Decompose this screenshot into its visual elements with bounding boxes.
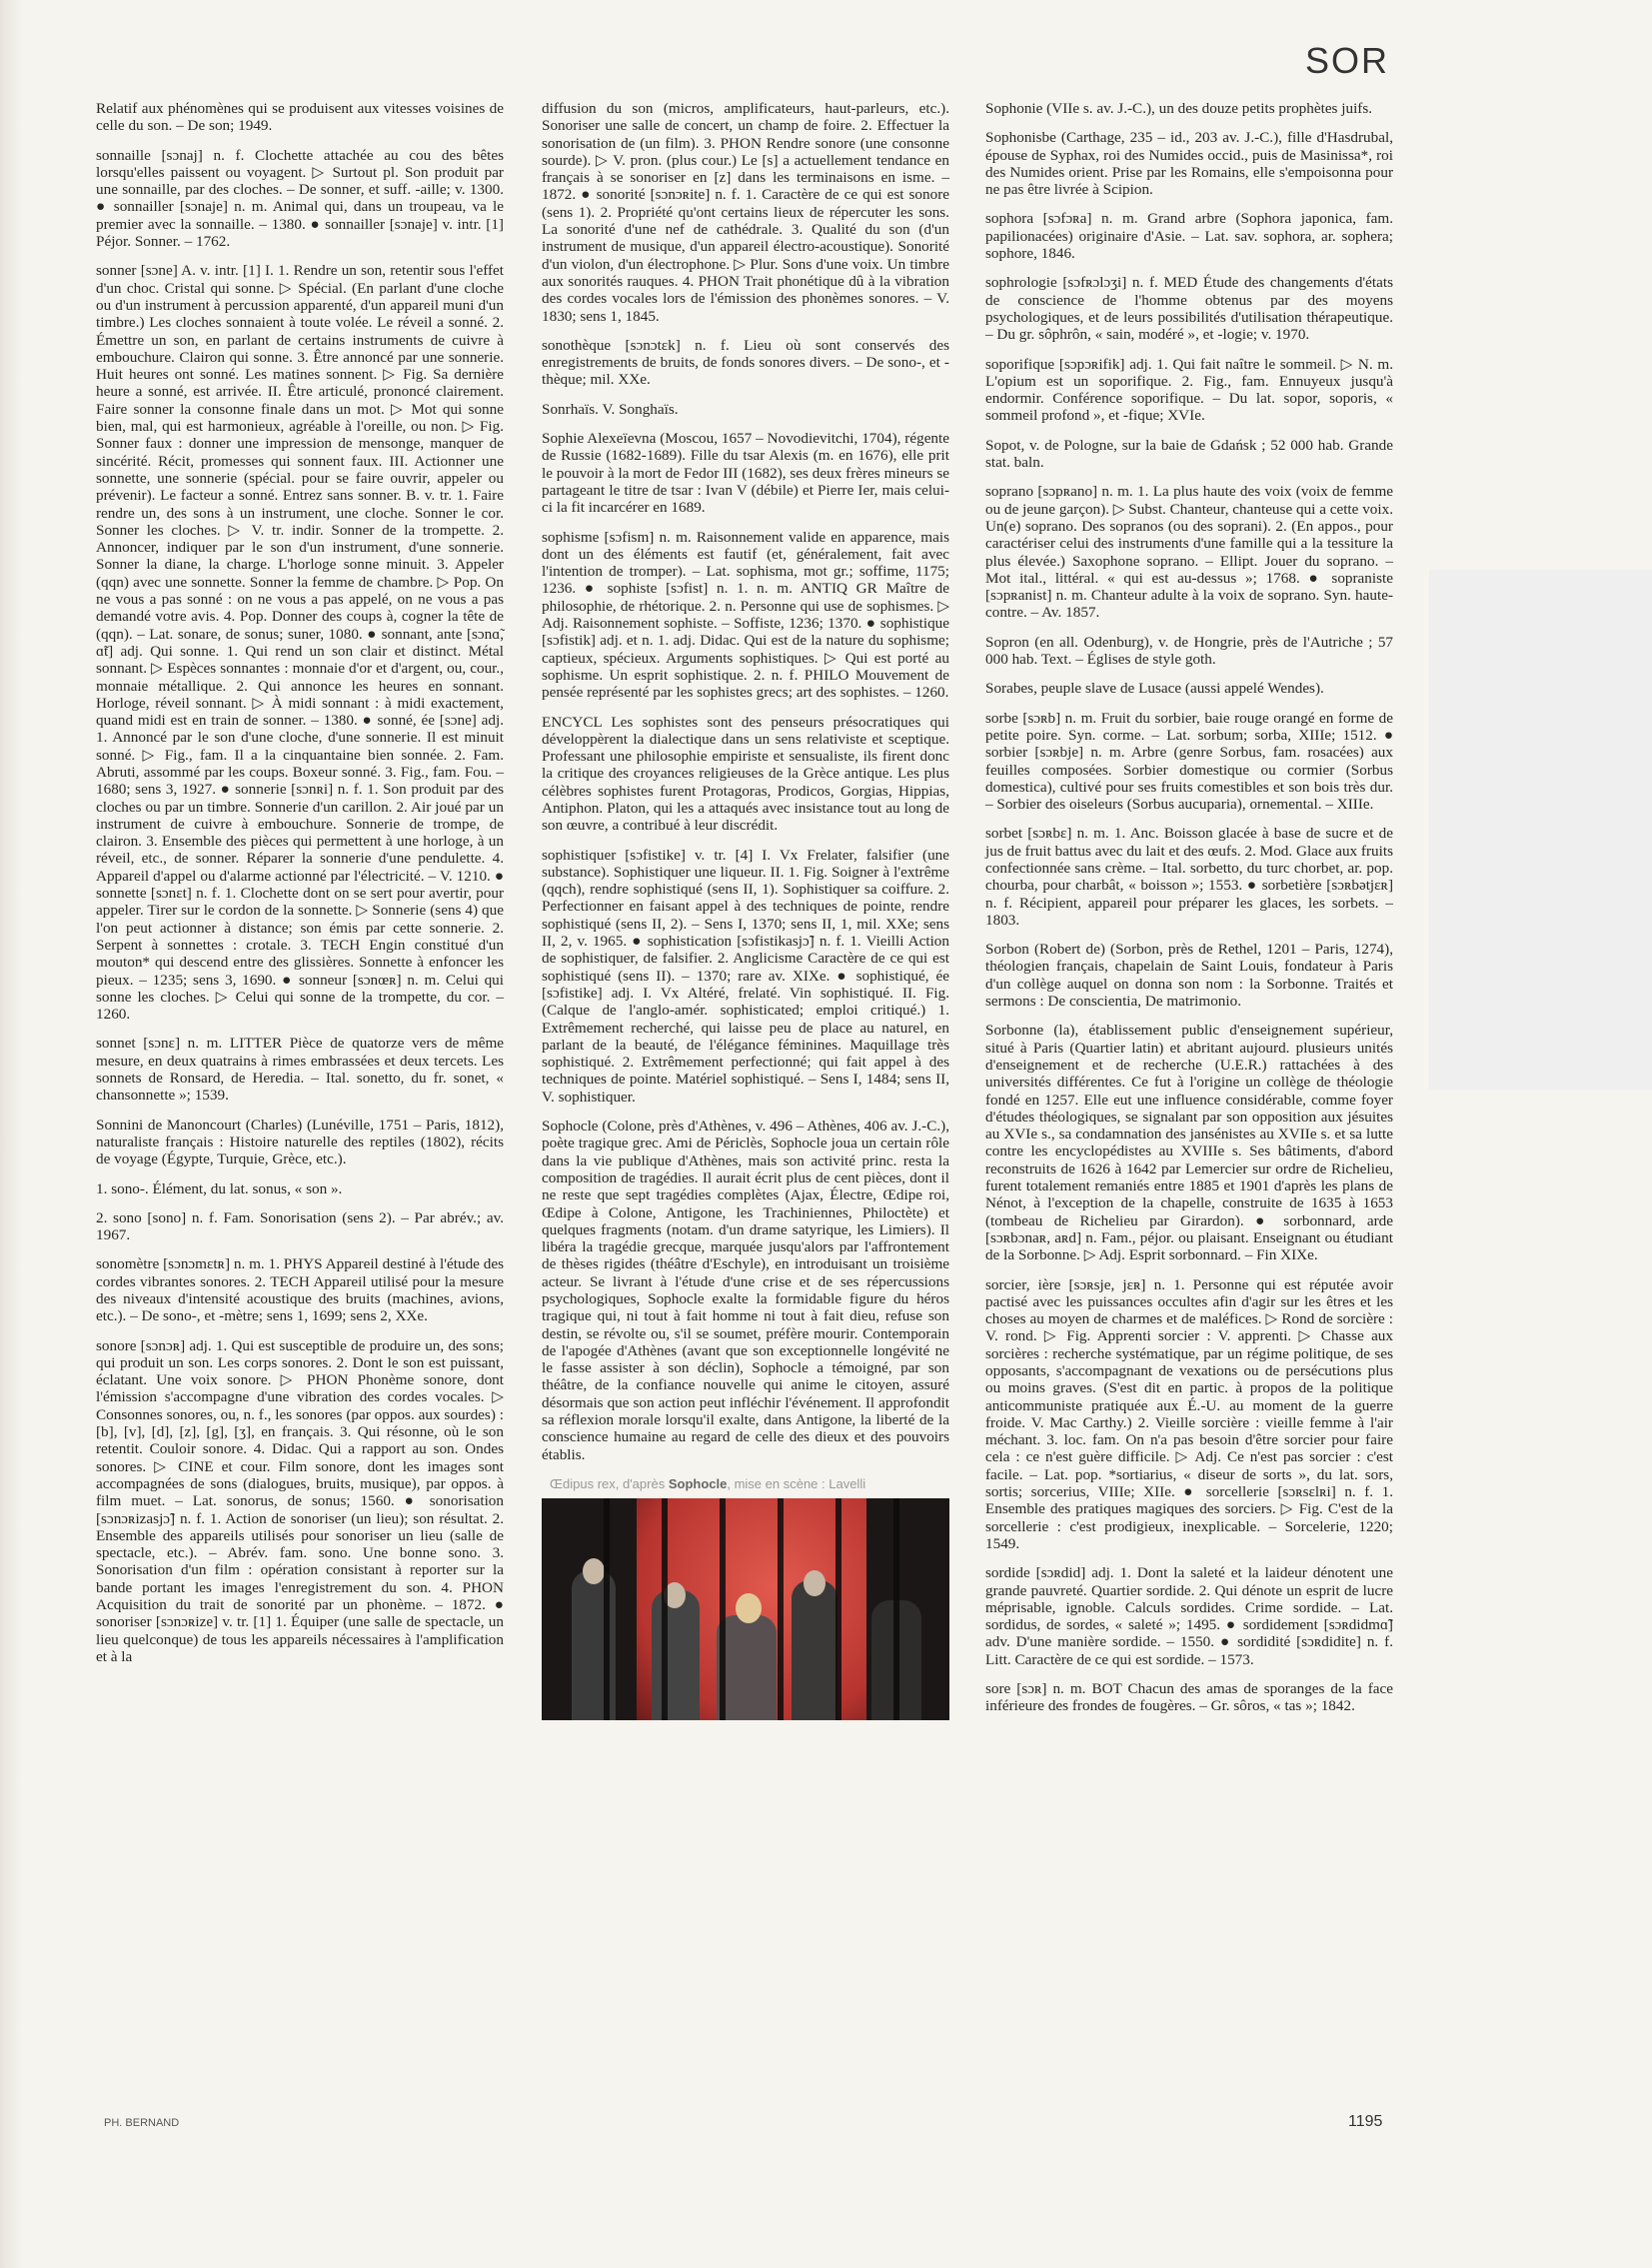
- dictionary-entry: sorcier, ière [sɔʀsje, jɛʀ] n. 1. Personne qui est réputée avoir pactisé avec les puissances occultes afin d'agir sur les êtres et les choses au moyen de charmes et de maléfices. ▷ Rond de sorcière : V. rond. ▷ Fig. Apprenti sorcier : V. apprenti. ▷ Chasse aux sorcières : recherche systématique, par un régime politique, de ses opposants, s'accompagnant de vexations ou de persécutions plus ou moins graves. (S'est dit en partic. à propos de la politique anticommuniste pratiquée aux É.-U. au moment de la guerre froide. V. Mac Carthy.) 2. Vieille sorcière : vieille femme à l'air méchant. 3. loc. fam. On n'a pas besoin d'être sorcier pour faire cela : ce n'est guère difficile. ▷ Adj. Ce n'est pas sorcier : c'est facile. – Lat. pop. *sortiarius, « diseur de sorts », du lat. sors, sortis; sorcerius, VIIIe; XIIe. ● sorcellerie [sɔʀsɛlʀi] n. f. 1. Ensemble des pratiques magiques des sorciers. ▷ Fig. C'est de la sorcellerie : c'est prodigieux, inexplicable. – Sorcelerie, 1220; 1549.: [985, 1275, 1393, 1552]
- photo-caption-name: Sophocle: [668, 1475, 728, 1491]
- photo-figure: [652, 1590, 700, 1720]
- photo-bar: [604, 1498, 610, 1720]
- photo-bar: [835, 1498, 841, 1720]
- photo-caption: [550, 1475, 949, 1492]
- dictionary-entry: sonnet [sɔnɛ] n. m. LITTER Pièce de quatorze vers de même mesure, en deux quatrains à rimes embrassées et deux tercets. Les sonnets de Ronsard, de Heredia. – Ital. sonetto, du fr. sonet, « chansonnette »; 1539.: [96, 1035, 504, 1105]
- dictionary-entry: Sophocle (Colone, près d'Athènes, v. 496 – Athènes, 406 av. J.-C.), poète tragique grec. Ami de Périclès, Sophocle joua un certain rôle dans la vie publique d'Athènes, mais son activité princ. resta la composition de tragédies. Il aurait écrit plus de cent pièces, dont il ne reste que sept tragédies complètes (Ajax, Électre, Œdipe roi, Œdipe à Colone, Antigone, les Trachiniennes, Philoctète) et quelques fragments (notam. d'un drame satyrique, les Limiers). Il libéra la tragédie grecque, marquée jusqu'alors par l'affrontement de thèses rigides (théâtre d'Eschyle), en introduisant un troisième acteur. Se livrant à l'étude d'une crise et de ses répercussions psychologiques, Sophocle exalte la formidable figure du héros tragique qui, ni tout à fait homme ni tout à fait dieu, refuse son destin, se révolte ou, s'il se soumet, préfère mourir. Contemporain de l'apogée d'Athènes (avant que son exceptionnelle longévité ne le fasse assister à son déclin), Sophocle a témoigné, par son théâtre, de la confiance nouvelle qui anime le citoyen, assuré désormais que son action peut infléchir l'événement. Il approfondit sa réflexion morale lorsqu'il exalte, dans Antigone, la liberté de la conscience humaine au regard de celle des dieux et des pouvoirs établis.: [542, 1118, 949, 1463]
- photo-caption-post: , mise en scène : Lavelli: [727, 1475, 866, 1491]
- dictionary-entry: sophora [sɔfɔʀa] n. m. Grand arbre (Sophora japonica, fam. papilionacées) originaire d'Asie. – Lat. sav. sophora, ar. sophera; sophore, 1846.: [985, 210, 1393, 263]
- stage-photo: [542, 1498, 949, 1720]
- dictionary-entry: sophrologie [sɔfʀɔlɔʒi] n. f. MED Étude des changements d'états de conscience de l'homme obtenus par des moyens psychologiques, et de leurs possibilités d'utilisation thérapeutique. – Du gr. sôphrôn, « sain, modéré », et -logie; v. 1970.: [985, 274, 1393, 344]
- photo-credit: PH. BERNAND: [104, 2117, 180, 2129]
- dictionary-entry: sorbe [sɔʀb] n. m. Fruit du sorbier, baie rouge orangé en forme de petite poire. Syn. corme. – Lat. sorbum; sorba, XIIIe; 1512. ● sorbier [sɔʀbje] n. m. Arbre (genre Sorbus, fam. rosacées) aux feuilles composées. Sorbier domestique ou cormier (Sorbus domestica), cultivé pour ses fruits comestibles et son bois très dur. – Sorbier des oiseleurs (Sorbus aucuparia), ornemental. – XIIIe.: [985, 709, 1393, 814]
- dictionary-entry: Sopot, v. de Pologne, sur la baie de Gdańsk ; 52 000 hab. Grande stat. baln.: [985, 436, 1393, 472]
- page-number: 1195: [1348, 2113, 1383, 2130]
- dictionary-entry: sonnaille [sɔnaj] n. f. Clochette attachée au cou des bêtes lorsqu'elles paissent ou voyagent. ▷ Surtout pl. Son produit par une sonnaille, par des cloches. – De sonner, et suff. -aille; v. 1300. ● sonnailler [sɔnaje] n. m. Animal qui, dans un troupeau, va le premier avec la sonnaille. – 1380. ● sonnailler [sɔnaje] v. intr. [1] Péjor. Sonner. – 1762.: [96, 146, 504, 251]
- photo-bar: [893, 1498, 899, 1720]
- column-left: [96, 100, 504, 1677]
- dictionary-entry: ENCYCL Les sophistes sont des penseurs présocratiques qui développèrent la dialectique dans un sens relativiste et sceptique. Professant une philosophie empiriste et sensualiste, ils firent donc la critique des croyances religieuses de la Grèce antique. Les plus célèbres sophistes furent Protagoras, Prodicos, Gorgias, Hippias, Antiphon. Platon, qui les a attaqués avec insistance tout au long de son œuvre, a contribué à leur discrédit.: [542, 713, 949, 835]
- dictionary-entry: sonner [sɔne] A. v. intr. [1] I. 1. Rendre un son, retentir sous l'effet d'un choc. Cristal qui sonne. ▷ Spécial. (En parlant d'une cloche ou d'un instrument à percussion apparenté, d'un appareil muni d'un timbre.) Les cloches sonnaient à toute volée. Le réveil a sonné. 2. Émettre un son, en parlant de certains instruments de cuivre à embouchure. Clairon qui sonne. 3. Être annoncé par une sonnerie. Huit heures ont sonné. Les matines sonnent. ▷ Fig. Sa dernière heure a sonné, est arrivée. II. Être articulé, prononcé clairement. Faire sonner la consonne finale dans un mot. ▷ Mot qui sonne bien, mal, qui est harmonieux, agréable à l'oreille, ou non. ▷ Fig. Sonner faux : donner une impression de mensonge, manquer de sincérité. Récit, promesses qui sonnent faux. III. Actionner une sonnette, une sonnerie (spécial. pour se faire ouvrir, appeler ou prévenir). Le facteur a sonné. Entrez sans sonner. B. v. tr. 1. Faire rendre un, des sons à un instrument, une cloche. Sonner le cor. Sonner les cloches. ▷ V. tr. indir. Sonner de la trompette. 2. Annoncer, indiquer par le son d'un instrument, d'une sonnerie. Sonner la diane, la charge. L'horloge sonne minuit. 3. Appeler (qqn) avec une sonnette. Sonner la femme de chambre. ▷ Pop. On ne vous a pas sonné : on ne vous a pas appelé, on ne vous a pas demandé votre avis. 4. Pop. Donner des coups à, cogner la tête de (qqn). – Lat. sonare, de sonus; suner, 1080. ● sonnant, ante [sɔnɑ̃, ɑ̃t] adj. Qui sonne. 1. Qui rend un son clair et distinct. Métal sonnant. ▷ Espèces sonnantes : monnaie d'or et d'argent, ou, cour., monnaie métallique. 2. Qui annonce les heures en sonnant. Horloge, réveil sonnant. ▷ À midi sonnant : à midi exactement, quand midi est en train de sonner. – 1380. ● sonné, ée [sɔne] adj. 1. Annoncé par le son d'une cloche, d'une sonnerie. Il est minuit sonné. ▷ Fig., fam. Il a la cinquantaine bien sonnée. 2. Fam. Abruti, assommé par les coups. Boxeur sonné. 3. Fig., fam. Fou. – 1680; sens 3, 1927. ● sonnerie [sɔnʀi] n. f. 1. Son produit par des cloches ou par un timbre. Sonnerie d'un carillon. 2. Air joué par un instrument de cuivre à embouchure. Sonnerie de trompe, de clairon. 3. Ensemble des pièces qui permettent à une horloge, à un réveil, etc., de sonner. Réparer la sonnerie d'une pendulette. 4. Appareil d'appel ou d'alarme actionné par l'électricité. – V. 1210. ● sonnette [sɔnɛt] n. f. 1. Clochette dont on se sert pour avertir, pour appeler. Tirer sur le cordon de la sonnette. ▷ Sonnerie (sens 4) que l'on peut actionner à distance; son émis par cette sonnerie. 2. Serpent à sonnettes : crotale. 3. TECH Engin constitué d'un mouton* qui descend entre des glissières. Sonnette à enfoncer les pieux. – 1235; sens 3, 1690. ● sonneur [sɔnœʀ] n. m. Celui qui sonne les cloches. ▷ Celui qui sonne de la trompette, du cor. – 1260.: [96, 262, 504, 1024]
- dictionary-entry: 1. sono-. Élément, du lat. sonus, « son ».: [96, 1179, 343, 1197]
- dictionary-entry: sonore [sɔnɔʀ] adj. 1. Qui est susceptible de produire un, des sons; qui produit un son. Les corps sonores. 2. Dont le son est puissant, éclatant. Une voix sonore. ▷ PHON Phonème sonore, dont l'émission s'accompagne d'une vibration des cordes vocales. ▷ Consonnes sonores, ou, n. f., les sonores (par oppos. aux sourdes) : [b], [v], [d], [z], [g], [ʒ], en français. 3. Qui résonne, où le son retentit. Couloir sonore. 4. Didac. Qui a rapport au son. Ondes sonores. ▷ CINE et cour. Film sonore, dont les images sont accompagnées de sons (dialogues, bruits, musique), par oppos. à film muet. – Lat. sonorus, de sonus; 1560. ● sonorisation [sɔnɔʀizasjɔ̃] n. f. 1. Action de sonoriser (un lieu); son résultat. 2. Ensemble des appareils utilisés pour sonoriser un lieu (salle de spectacle, etc.). – Abrév. fam. sono. Une bonne sono. 3. Sonorisation d'un film : opération consistant à reporter sur la bande portant les images l'enregistrement du son. 4. PHON Acquisition du trait de sonorité par un phonème. – 1872. ● sonoriser [sɔnɔʀize] v. tr. [1] 1. Équiper (une salle de spectacle, un lieu quelconque) de tous les appareils nécessaires à l'amplification et à la: [96, 1336, 504, 1665]
- page-edge-shadow: [0, 0, 22, 2268]
- dictionary-entry: sophisme [sɔfism] n. m. Raisonnement valide en apparence, mais dont un des éléments est fautif (et, généralement, fait avec l'intention de tromper). – Lat. sophisma, mot gr.; soffime, 1175; 1236. ● sophiste [sɔfist] n. 1. n. m. ANTIQ GR Maître de philosophie, de rhétorique. 2. n. Personne qui use de sophismes. ▷ Adj. Raisonnement sophiste. – Soffiste, 1236; 1370. ● sophistique [sɔfistik] adj. et n. 1. adj. Didac. Qui est de la nature du sophisme; captieux, spécieux. Arguments sophistiques. ▷ Qui est porté au sophisme. Un esprit sophistique. 2. n. f. PHILO Mouvement de pensée représenté par les sophistes grecs; art des sophistes. – 1260.: [542, 528, 949, 702]
- dictionary-entry: Relatif aux phénomènes qui se produisent aux vitesses voisines de celle du son. – De son; 1949.: [96, 100, 504, 135]
- dictionary-entry: Sophie Alexeïevna (Moscou, 1657 – Novodievitchi, 1704), régente de Russie (1682-1689). Fille du tsar Alexis (m. en 1676), elle prit le pouvoir à la mort de Fedor III (1682), ses deux frères mineurs se partageant le titre de tsar : Ivan V (débile) et Pierre Ier, mais celui-ci la fit incarcérer en 1689.: [542, 430, 949, 517]
- dictionary-entry: soporifique [sɔpɔʀifik] adj. 1. Qui fait naître le sommeil. ▷ N. m. L'opium est un soporifique. 2. Fig., fam. Ennuyeux jusqu'à endormir. Conférence soporifique. – Du lat. sopor, soporis, « sommeil profond », et -fique; XVIe.: [985, 355, 1393, 425]
- photo-figure: [792, 1580, 837, 1720]
- photo-figure: [717, 1615, 777, 1720]
- dictionary-entry: sore [sɔʀ] n. m. BOT Chacun des amas de sporanges de la face inférieure des frondes de fougères. – Gr. sôros, « tas »; 1842.: [985, 1680, 1393, 1715]
- dictionary-entry: sorbet [sɔʀbɛ] n. m. 1. Anc. Boisson glacée à base de sucre et de jus de fruit battus avec du lait et des œufs. 2. Mod. Glace aux fruits confectionnée sans crème. – Ital. sorbetto, du turc chorbet, ar. pop. chourba, pour charbât, « boisson »; 1553. ● sorbetière [sɔʀbətjɛʀ] n. f. Récipient, appareil pour préparer les glaces, les sorbets. – 1803.: [985, 825, 1393, 929]
- dictionary-entry: sonothèque [sɔnɔtɛk] n. f. Lieu où sont conservés des enregistrements de bruits, de fonds sonores divers. – De sono-, et -thèque; mil. XXe.: [542, 336, 949, 389]
- dictionary-entry: sordide [sɔʀdid] adj. 1. Dont la saleté et la laideur dénotent une grande pauvreté. Quartier sordide. 2. Qui dénote un esprit de lucre méprisable, ignoble. Calculs sordides. Crime sordide. – Lat. sordidus, de sordes, « saleté »; 1495. ● sordidement [sɔʀdidmɑ̃] adv. D'une manière sordide. – 1550. ● sordidité [sɔʀdidite] n. f. Litt. Caractère de ce qui est sordide. – 1573.: [985, 1564, 1393, 1668]
- dictionary-entry: 2. sono [sono] n. f. Fam. Sonorisation (sens 2). – Par abrév.; av. 1967.: [96, 1208, 504, 1244]
- dictionary-entry: sophistiquer [sɔfistike] v. tr. [4] I. Vx Frelater, falsifier (une substance). Sophistiquer une liqueur. II. 1. Fig. Soigner à l'extrême (qqch), rendre sophistiqué (sens II, 1). Sophistiquer sa coiffure. 2. Perfectionner en faisant appel à des techniques de pointe, rendre sophistiqué (sens II, 2). – Sens I, 1370; sens II, 1, mil. XXe; sens II, 2, v. 1965. ● sophistication [sɔfistikasjɔ̃] n. f. 1. Vieilli Action de sophistiquer, de falsifier. 2. Anglicisme Caractère de ce qui est sophistiqué (sens II). – 1370; rare av. XIXe. ● sophistiqué, ée [sɔfistike] adj. I. Vx Altéré, frelaté. Vin sophistiqué. II. Fig. (Calque de l'anglo-amér. sophisticated; emploi critiqué.) 1. Extrêmement recherché, qui laisse peu de place au naturel, en parlant de la beauté, de l'élégance féminines. Maquillage très sophistiqué. 2. Extrêmement perfectionné; qui fait appel à des techniques de pointe. Matériel sophistiqué. – Sens I, 1484; sens II, V. sophistiquer.: [542, 846, 949, 1106]
- dictionary-entry: sonomètre [sɔnɔmɛtʀ] n. m. 1. PHYS Appareil destiné à l'étude des cordes vibrantes sonores. 2. TECH Appareil utilisé pour la mesure des niveaux d'intensité acoustique des bruits (machines, avions, etc.). – De sono-, et -mètre; sens 1, 1699; sens 2, XXe.: [96, 1255, 504, 1325]
- dictionary-entry: Sorbonne (la), établissement public d'enseignement supérieur, situé à Paris (Quartier latin) et abritant aujourd. plusieurs unités d'enseignement et de recherche (U.E.R.) rattachées à des universités différentes. Ce fut à l'origine un collège de théologie fondé en 1257. Elle eut une influence considérable, comme foyer d'études théologiques, se signalant par son opposition aux jésuites au XVIe s., sa condamnation des jansénistes au XVIIe s. et sa lutte contre les encyclopédistes au XVIIIe s. Ses bâtiments, d'abord reconstruits de 1626 à 1642 par Lemercier sur ordre de Richelieu, furent totalement remaniés entre 1885 et 1901 d'après les plans de Nénot, à l'exception de la chapelle, construite de 1635 à 1653 (tombeau de Richelieu par Girardon). ● sorbonnard, arde [sɔʀbɔnaʀ, aʀd] n. Fam., péjor. ou plaisant. Enseignant ou étudiant de la Sorbonne. ▷ Adj. Esprit sorbonnard. – Fin XIXe.: [985, 1022, 1393, 1264]
- photo-bar: [662, 1498, 668, 1720]
- scan-shade: [1429, 570, 1652, 1090]
- photo-bar: [778, 1498, 784, 1720]
- photo-caption-pre: Œdipus rex, d'après: [550, 1475, 666, 1491]
- dictionary-entry: Sonnini de Manoncourt (Charles) (Lunéville, 1751 – Paris, 1812), naturaliste français : Histoire naturelle des reptiles (1802), récits de voyage (Égypte, Turquie, Grèce, etc.).: [96, 1116, 504, 1168]
- column-middle-entries: [542, 100, 949, 1463]
- column-right: [985, 100, 1393, 1727]
- dictionary-entry: Sorbon (Robert de) (Sorbon, près de Rethel, 1201 – Paris, 1274), théologien français, chapelain de Saint Louis, fondateur à Paris d'un collège auquel on donna son nom : la Sorbonne. Traités et sermons : De conscientia, De matrimonio.: [985, 941, 1393, 1011]
- dictionary-entry: Sorabes, peuple slave de Lusace (aussi appelé Wendes).: [985, 680, 1324, 698]
- dictionary-entry: soprano [sɔpʀano] n. m. 1. La plus haute des voix (voix de femme ou de jeune garçon). ▷ Subst. Chanteur, chanteuse qui a cette voix. Un(e) soprano. Des sopranos (ou des soprani). 2. (En appos., pour caractériser celui des instruments d'une famille qui a la tessiture la plus élevée.) Saxophone soprano. – Ellipt. Jouer du soprano. – Mot ital., littéral. « qui est au-dessus »; 1768. ● sopraniste [sɔpʀanist] n. m. Chanteur adulte à la voix de soprano. Syn. haute-contre. – Av. 1857.: [985, 483, 1393, 622]
- column-middle: [542, 100, 949, 1720]
- guide-word: SOR: [1304, 40, 1389, 81]
- dictionary-entry: Sonrhaïs. V. Songhaïs.: [542, 400, 679, 418]
- photo-bar: [720, 1498, 726, 1720]
- dictionary-entry: Sophonisbe (Carthage, 235 – id., 203 av. J.-C.), fille d'Hasdrubal, épouse de Syphax, roi des Numides occid., puis de Masinissa*, roi des Numides orient. Prise par les Romains, elle s'empoisonna pour ne pas être livrée à Scipion.: [985, 129, 1393, 199]
- dictionary-entry: diffusion du son (micros, amplificateurs, haut-parleurs, etc.). Sonoriser une salle de concert, un champ de foire. 2. Effectuer la sonorisation de (un film). 3. PHON Rendre sonore (une consonne sourde). ▷ V. pron. (plus cour.) Le [s] a actuellement tendance en français à se sonoriser en [z] dans les terminaisons en isme. – 1872. ● sonorité [sɔnɔʀite] n. f. 1. Caractère de ce qui est sonore (sens 1). 2. Propriété qu'ont certains lieux de répercuter les sons. La sonorité d'une nef de cathédrale. 3. Qualité du son (d'un instrument de musique, d'un appareil électro-acoustique). Sonorité d'un violon, d'un électrophone. ▷ Plur. Sons d'une voix. Un timbre aux sonorités rauques. 4. PHON Trait phonétique dû à la vibration des cordes vocales lors de l'émission des phonèmes sonores. – V. 1830; sens 1, 1845.: [542, 100, 949, 325]
- dictionary-entry: Sophonie (VIIe s. av. J.-C.), un des douze petits prophètes juifs.: [985, 100, 1373, 117]
- dictionary-entry: Sopron (en all. Odenburg), v. de Hongrie, près de l'Autriche ; 57 000 hab. Text. – Églises de style goth.: [985, 633, 1393, 669]
